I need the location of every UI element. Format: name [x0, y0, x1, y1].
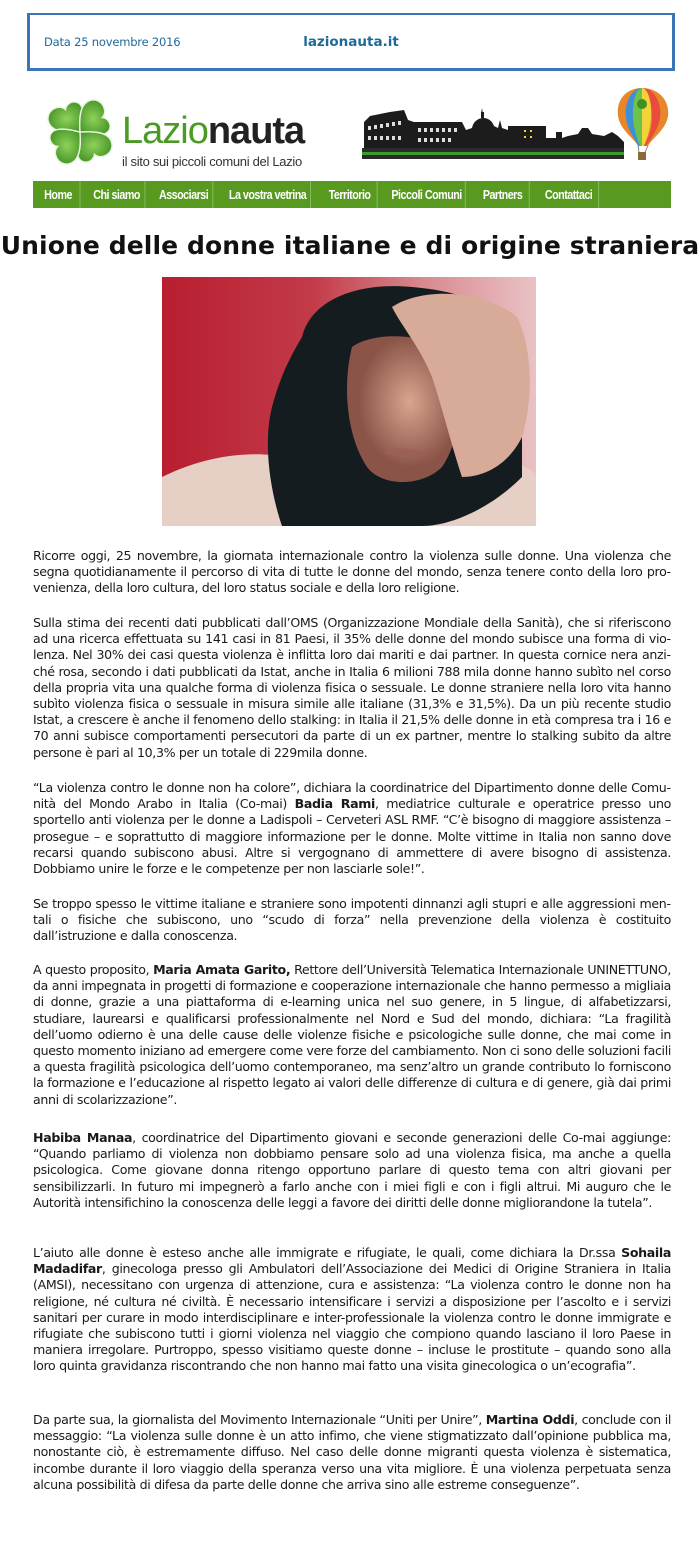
article-photo [162, 277, 536, 526]
article-paragraph: Da parte sua, la giornalista del Movimento Internazionale “Uniti per Unire”, Martina Oddi, conclude con il messaggio: “La violenza sulle donne è un atto infimo, che viene stigmatizzato dall’opinione pubblica ma, nonostante ciò, è estremamente diffuso. Nel caso delle donne migranti questa violenza è sistematica, incombe durante il loro viaggio della speranza verso una vita migliore. È una violenza perpetuata senza alcuna possibilità di difesa da parte delle donne che arriva sino alle estreme conseguenze”. [33, 1412, 672, 1492]
article-paragraph: Ricorre oggi, 25 novembre, la giornata internazionale contro la violenza sulle donne. Una violenza che segna quotidianamente il percorso di vita di tutte le donne del mondo, senza tenere conto della loro provenienza, della loro cultura, del loro status sociale e della loro religione. [33, 548, 671, 596]
article-paragraph: “La violenza contro le donne non ha colore”, dichiara la coordinatrice del Dipartimento donne delle Comunità del Mondo Arabo in Italia (Co-mai) Badia Rami, mediatrice culturale e operatrice presso uno sportello anti violenza per le donne a Ladispoli – Cerveteri ASL RMF. “C’è bisogno di maggiore assistenza – prosegue – e soprattutto di maggiore informazione per le donne. Molte vittime in Italia non sanno dove recarsi quando subiscono abusi. Altre si vergognano di ammettere di avere bisogno di assistenza. Dobbiamo unire le forze e le competenze per non lasciarle sole!”. [33, 780, 672, 877]
nav-item-territorio[interactable]: Territorio [322, 181, 377, 208]
nav-item-home[interactable]: Home [37, 181, 81, 208]
rome-skyline-balloon-icon [362, 86, 672, 164]
date-banner [27, 13, 675, 71]
person-name: Martina Oddi [485, 1412, 575, 1427]
article-paragraph: A questo proposito, Maria Amata Garito, Rettore dell’Università Telematica Internazionale UNINETTUNO, da anni impegnata in progetti di formazione e cooperazione internazionale che hanno permesso a migliaia di donne, grazie a una piattaforma di e-learning unica nel suo genere, in 5 lingue, di alfabetizzarsi, studiare, laurearsi e qualificarsi professionalmente nel Nord e Sud del mondo, dichiara: “La fragilità dell’uomo odierno è una delle cause delle violenze fisiche e psicologiche sulle donne, che mai come in questo momento iniziano ad emergere come vere forze del cambiamento. Non ci sono delle soluzioni facili a questa fragilità psicologica dell’uomo contemporaneo, ma senz’altro un grande contributo lo forniscono la formazione e l’educazione al rispetto legato ai valori delle differenze di cultura e di genere, già dai primi anni di scolarizzazione”. [33, 962, 671, 1107]
site-logo[interactable] [40, 92, 320, 174]
person-name: Sohaila Madadifar [33, 1245, 671, 1277]
tagline: il sito sui piccoli comuni del Lazio [122, 154, 302, 169]
article-paragraph: Se troppo spesso le vittime italiane e straniere sono impotenti dinnanzi agli stupri e alle aggressioni mentali o fisiche che subiscono, uno “scudo di forza” nella prevenzione della violenza è costituito dall’istruzione e dalla conoscenza. [33, 896, 671, 944]
article-paragraph: Habiba Manaa, coordinatrice del Dipartimento giovani e seconde generazioni delle Co-mai aggiunge: “Quando parliamo di violenza non dobbiamo pensare solo ad una violenza fisica, ma anche a quella psicologica. Come giovane donna ritengo opportuno parlare di questo tema con altri giovani per sensibilizzarli. In futuro mi impegnerò a farlo anche con i miei figli e con i figli altrui. Mi auguro che le Autorità intensifichino la conoscenza delle leggi a favore dei diritti delle donne migliorandone la tutela”. [33, 1130, 671, 1210]
nav-item-partners[interactable]: Partners [476, 181, 529, 208]
nav-item-la-vostra-vetrina[interactable]: La vostra vetrina [225, 181, 311, 208]
nav-item-contattaci[interactable]: Contattaci [539, 181, 599, 208]
brand-name: Lazionauta [122, 110, 305, 152]
publication-date: Data 25 novembre 2016 [44, 35, 181, 49]
article-paragraph: Sulla stima dei recenti dati pubblicati dall’OMS (Organizzazione Mondiale della Sanità), che si riferiscono ad una ricerca effettuata su 141 casi in 81 Paesi, il 35% delle donne del mondo subisce una forma di violenza. Nel 30% dei casi questa violenza è inflitta loro dai mariti e dai partner. In questa cornice nera anziché rosa, secondo i dati pubblicati da Istat, anche in Italia 6 milioni 788 mila donne hanno subìto nel corso della propria vita una qualche forma di violenza fisica o sessuale. Le donne straniere nella loro vita hanno subìto violenza fisica o sessuale in misura simile alle italiane (31,3% e 31,5%). Da un più recente studio Istat, a crescere è anche il fenomeno dello stalking: in Italia il 21,5% delle donne in età compresa tra i 16 e 70 anni subisce comportamenti persecutori da parte di un ex partner, mentre lo stalking subito da altre persone è pari al 10,3% per un totale di 229mila donne. [33, 615, 671, 760]
person-name: Maria Amata Garito, [153, 962, 291, 977]
nav-item-chi-siamo[interactable]: Chi siamo [89, 181, 146, 208]
four-leaf-clover-icon [40, 92, 120, 172]
person-name: Habiba Manaa [33, 1130, 133, 1145]
nav-item-piccoli-comuni[interactable]: Piccoli Comuni [388, 181, 465, 208]
main-nav [33, 181, 671, 208]
site-link[interactable]: lazionauta.it [303, 34, 399, 50]
nav-item-associarsi[interactable]: Associarsi [155, 181, 213, 208]
person-name: Badia Rami [294, 796, 375, 812]
article-title: Unione delle donne italiane e di origine straniera [0, 231, 700, 260]
article-paragraph: L’aiuto alle donne è esteso anche alle immigrate e rifugiate, le quali, come dichiara la Dr.ssa Sohaila Madadifar, ginecologa presso gli Ambulatori dell’Associazione dei Medici di Origine Straniera in Italia (AMSI), necessitano con urgenza di attenzione, cura e assistenza: “La violenza contro le donne non ha religione, né cultura né civiltà. È necessario intensificare i servizi a disposizione per l’ascolto e i servizi sanitari per curare in modo interdisciplinare e inter-professionale la violenza contro le donne immigrate e rifugiate che subiscono tutti i giorni violenza nel viaggio che compiono quando lasciano il loro Paese in maniera irregolare. Purtroppo, spesso visitiamo queste donne – incluse le prostitute – quando sono alla loro quinta gravidanza riscontrando che non hanno mai fatto una visita ginecologica o un’ecografia”. [33, 1245, 671, 1374]
